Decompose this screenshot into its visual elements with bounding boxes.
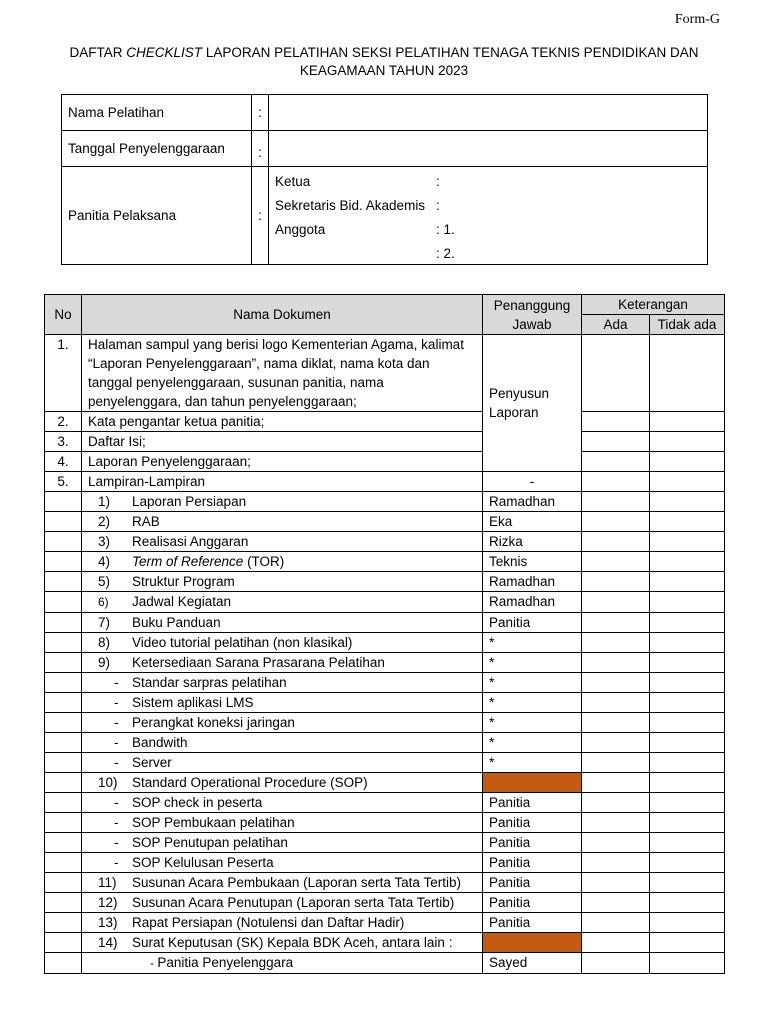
penanggung-jawab: Ramadhan — [483, 572, 582, 592]
check-tidak-ada[interactable] — [650, 335, 725, 412]
check-tidak-ada[interactable] — [650, 753, 725, 773]
document-name — [82, 633, 483, 653]
sub-text: Standar sarpras pelatihan — [132, 675, 287, 690]
check-tidak-ada[interactable] — [650, 833, 725, 853]
row-number — [45, 733, 82, 753]
row-number — [45, 833, 82, 853]
header-penanggung-jawab: Penanggung Jawab — [483, 295, 582, 335]
check-ada[interactable] — [582, 693, 650, 713]
sub-number: 7) — [98, 615, 111, 630]
check-ada[interactable] — [582, 893, 650, 913]
check-tidak-ada[interactable] — [650, 472, 725, 492]
sub-dash: - — [114, 735, 119, 750]
row-number — [45, 613, 82, 633]
penanggung-jawab: * — [483, 673, 582, 693]
check-tidak-ada[interactable] — [650, 492, 725, 512]
sub-number: 13) — [98, 915, 118, 930]
check-ada[interactable] — [582, 432, 650, 452]
sub-text: Jadwal Kegiatan — [132, 594, 232, 609]
document-name — [82, 873, 483, 893]
row-number: 5. — [45, 472, 82, 492]
document-name — [82, 853, 483, 873]
row-number — [45, 653, 82, 673]
row-number — [45, 753, 82, 773]
document-name — [82, 793, 483, 813]
sub-text: (TOR) — [243, 554, 285, 569]
document-name: Daftar Isi; — [82, 432, 483, 452]
sub-text: SOP Penutupan pelatihan — [132, 835, 288, 850]
document-name — [82, 933, 483, 953]
document-name — [82, 592, 483, 613]
check-tidak-ada[interactable] — [650, 653, 725, 673]
header-keterangan: Keterangan — [582, 295, 725, 315]
check-tidak-ada[interactable] — [650, 853, 725, 873]
check-tidak-ada[interactable] — [650, 873, 725, 893]
sub-text: Susunan Acara Pembukaan (Laporan serta Tata Tertib) — [132, 875, 461, 890]
sub-text: Video tutorial pelatihan (non klasikal) — [132, 635, 353, 650]
check-tidak-ada[interactable] — [650, 713, 725, 733]
header-tidak-ada: Tidak ada — [650, 315, 725, 335]
check-tidak-ada[interactable] — [650, 733, 725, 753]
form-code: Form-G — [674, 12, 720, 27]
document-name — [82, 913, 483, 933]
sub-text: SOP Kelulusan Peserta — [132, 855, 274, 870]
title-part1: DAFTAR — [69, 45, 127, 60]
sub-dash: - — [114, 675, 119, 690]
check-ada[interactable] — [582, 472, 650, 492]
sub-text: Struktur Program — [132, 574, 235, 589]
sub-dash: - — [150, 956, 158, 970]
ketua-colon: : — [436, 173, 440, 189]
document-name: Lampiran-Lampiran — [82, 472, 483, 492]
check-ada[interactable] — [582, 335, 650, 412]
document-name — [82, 512, 483, 532]
penanggung-jawab: Rizka — [483, 532, 582, 552]
check-ada[interactable] — [582, 873, 650, 893]
row-number — [45, 572, 82, 592]
document-name — [82, 653, 483, 673]
check-ada[interactable] — [582, 673, 650, 693]
sub-text: Rapat Persiapan (Notulensi dan Daftar Hadir) — [132, 915, 405, 930]
sub-text: Standard Operational Procedure (SOP) — [132, 775, 368, 790]
check-ada[interactable] — [582, 572, 650, 592]
sub-text-italic: Term of Reference — [132, 554, 244, 569]
sub-number: 8) — [98, 635, 111, 650]
sub-number: 1) — [98, 494, 111, 509]
check-ada[interactable] — [582, 532, 650, 552]
check-tidak-ada[interactable] — [650, 452, 725, 472]
sub-dash: - — [114, 755, 119, 770]
check-tidak-ada[interactable] — [650, 532, 725, 552]
check-ada[interactable] — [582, 713, 650, 733]
sekretaris-label: Sekretaris Bid. Akademis — [275, 197, 426, 213]
sub-text: Server — [132, 755, 172, 770]
sub-number: 9) — [98, 655, 111, 670]
sekretaris-colon: : — [436, 197, 440, 213]
penanggung-jawab: Sayed — [483, 953, 582, 974]
row-number — [45, 512, 82, 532]
document-name — [82, 733, 483, 753]
header-no: No — [45, 295, 82, 335]
sub-text: Sistem aplikasi LMS — [132, 695, 254, 710]
check-tidak-ada[interactable] — [650, 693, 725, 713]
ketua-label: Ketua — [275, 173, 311, 189]
sub-number: 14) — [98, 935, 118, 950]
row-number — [45, 633, 82, 653]
row-number — [45, 853, 82, 873]
document-name — [82, 893, 483, 913]
penanggung-jawab: Teknis — [483, 552, 582, 572]
header-nama-dokumen: Nama Dokumen — [82, 295, 483, 335]
check-tidak-ada[interactable] — [650, 592, 725, 613]
check-tidak-ada[interactable] — [650, 813, 725, 833]
penanggung-jawab: - — [483, 472, 582, 492]
sub-dash: - — [114, 795, 119, 810]
penanggung-jawab: Panitia — [483, 793, 582, 813]
label-panitia: Panitia Pelaksana — [62, 167, 252, 265]
check-tidak-ada[interactable] — [650, 412, 725, 432]
check-tidak-ada[interactable] — [650, 913, 725, 933]
sub-text: Ketersediaan Sarana Prasarana Pelatihan — [132, 655, 385, 670]
sub-number: 4) — [98, 554, 111, 569]
penanggung-jawab: Eka — [483, 512, 582, 532]
field-tanggal[interactable] — [269, 131, 708, 167]
sub-text: Panitia Penyelenggara — [157, 955, 294, 970]
check-ada[interactable] — [582, 913, 650, 933]
sub-number: 11) — [98, 875, 117, 890]
sub-dash: - — [114, 715, 119, 730]
document-title — [40, 44, 728, 80]
penanggung-jawab: Panitia — [483, 813, 582, 833]
sub-text: Laporan Persiapan — [132, 494, 247, 509]
title-part2: LAPORAN PELATIHAN SEKSI PELATIHAN TENAGA TEKNIS PENDIDIKAN DAN — [202, 45, 699, 60]
colon: : — [252, 167, 269, 265]
sub-text: Perangkat koneksi jaringan — [132, 715, 295, 730]
sub-text: SOP check in peserta — [132, 795, 263, 810]
check-tidak-ada[interactable] — [650, 512, 725, 532]
sub-number: 2) — [98, 514, 111, 529]
check-ada[interactable] — [582, 512, 650, 532]
document-name — [82, 953, 483, 974]
row-number — [45, 893, 82, 913]
sub-text: Buku Panduan — [132, 615, 221, 630]
label-tanggal: Tanggal Penyelenggaraan — [62, 131, 252, 167]
sub-dash: - — [114, 815, 119, 830]
document-name: Halaman sampul yang berisi logo Kementerian Agama, kalimat “Laporan Penyelenggaraan”, nama diklat, nama kota dan tanggal penyelenggaraan, susunan panitia, nama penyelenggara, dan tahun penyelenggaraan; — [82, 335, 483, 412]
colon: : — [252, 95, 269, 131]
sub-text: RAB — [132, 514, 160, 529]
check-ada[interactable] — [582, 492, 650, 512]
check-ada[interactable] — [582, 853, 650, 873]
row-number — [45, 793, 82, 813]
check-ada[interactable] — [582, 793, 650, 813]
sub-number: 6) — [98, 595, 109, 609]
row-number — [45, 492, 82, 512]
sub-dash: - — [114, 695, 119, 710]
row-number — [45, 953, 82, 974]
sub-text: Realisasi Anggaran — [132, 534, 249, 549]
check-tidak-ada[interactable] — [650, 633, 725, 653]
sub-number: 3) — [98, 534, 111, 549]
header-ada: Ada — [582, 315, 650, 335]
title-italic-word: CHECKLIST — [126, 45, 203, 60]
document-name: Kata pengantar ketua panitia; — [82, 412, 483, 432]
check-tidak-ada[interactable] — [650, 572, 725, 592]
document-name — [82, 552, 483, 572]
document-name — [82, 833, 483, 853]
row-number — [45, 693, 82, 713]
check-ada[interactable] — [582, 552, 650, 572]
field-nama-pelatihan[interactable] — [269, 95, 708, 131]
row-number — [45, 552, 82, 572]
document-name: Laporan Penyelenggaraan; — [82, 452, 483, 472]
row-number: 2. — [45, 412, 82, 432]
penanggung-jawab: Panitia — [483, 913, 582, 933]
anggota-label: Anggota — [275, 221, 326, 237]
row-number — [45, 592, 82, 613]
check-tidak-ada[interactable] — [650, 432, 725, 452]
row-number — [45, 673, 82, 693]
check-tidak-ada[interactable] — [650, 773, 725, 793]
penanggung-jawab: Panitia — [483, 853, 582, 873]
check-tidak-ada[interactable] — [650, 953, 725, 974]
penanggung-jawab: Ramadhan — [483, 492, 582, 512]
document-name — [82, 492, 483, 512]
row-number — [45, 873, 82, 893]
training-info-table — [61, 94, 708, 265]
check-ada[interactable] — [582, 592, 650, 613]
checklist-table — [44, 294, 725, 974]
check-ada[interactable] — [582, 733, 650, 753]
anggota-1: : 1. — [436, 221, 455, 237]
penanggung-jawab: Penyusun Laporan — [483, 335, 582, 472]
field-panitia[interactable] — [269, 167, 708, 265]
penanggung-jawab: Panitia — [483, 613, 582, 633]
check-ada[interactable] — [582, 833, 650, 853]
check-tidak-ada[interactable] — [650, 893, 725, 913]
sub-text: Bandwith — [132, 735, 188, 750]
sub-text: Susunan Acara Penutupan (Laporan serta Tata Tertib) — [132, 895, 455, 910]
penanggung-jawab: * — [483, 713, 582, 733]
check-ada[interactable] — [582, 613, 650, 633]
anggota-2: : 2. — [436, 245, 455, 261]
penanggung-jawab: Panitia — [483, 893, 582, 913]
penanggung-jawab: * — [483, 753, 582, 773]
check-tidak-ada[interactable] — [650, 673, 725, 693]
sub-number: 5) — [98, 574, 111, 589]
document-name — [82, 673, 483, 693]
label-nama-pelatihan: Nama Pelatihan — [62, 95, 252, 131]
document-name — [82, 693, 483, 713]
penanggung-jawab-highlight — [483, 933, 582, 953]
check-tidak-ada[interactable] — [650, 613, 725, 633]
penanggung-jawab: Panitia — [483, 873, 582, 893]
check-ada[interactable] — [582, 773, 650, 793]
check-ada[interactable] — [582, 753, 650, 773]
row-number — [45, 532, 82, 552]
penanggung-jawab-highlight — [483, 773, 582, 793]
sub-text: SOP Pembukaan pelatihan — [132, 815, 295, 830]
penanggung-jawab: * — [483, 733, 582, 753]
check-tidak-ada[interactable] — [650, 793, 725, 813]
check-tidak-ada[interactable] — [650, 552, 725, 572]
row-number: 1. — [45, 335, 82, 412]
document-name — [82, 753, 483, 773]
check-ada[interactable] — [582, 813, 650, 833]
penanggung-jawab: * — [483, 653, 582, 673]
document-name — [82, 613, 483, 633]
row-number — [45, 713, 82, 733]
row-number: 4. — [45, 452, 82, 472]
document-name — [82, 773, 483, 793]
penanggung-jawab: Ramadhan — [483, 592, 582, 613]
check-ada[interactable] — [582, 452, 650, 472]
penanggung-jawab: Panitia — [483, 833, 582, 853]
check-ada[interactable] — [582, 633, 650, 653]
check-ada[interactable] — [582, 653, 650, 673]
check-tidak-ada[interactable] — [650, 933, 725, 953]
colon: : — [252, 131, 269, 167]
document-name — [82, 572, 483, 592]
sub-text: Surat Keputusan (SK) Kepala BDK Aceh, antara lain : — [132, 935, 453, 950]
sub-dash: - — [114, 835, 119, 850]
check-ada[interactable] — [582, 412, 650, 432]
row-number — [45, 913, 82, 933]
row-number — [45, 813, 82, 833]
row-number — [45, 933, 82, 953]
check-ada[interactable] — [582, 933, 650, 953]
document-name — [82, 532, 483, 552]
row-number — [45, 773, 82, 793]
sub-number: 10) — [98, 775, 118, 790]
sub-number: 12) — [98, 895, 118, 910]
title-line2: KEAGAMAAN TAHUN 2023 — [299, 63, 469, 78]
penanggung-jawab: * — [483, 633, 582, 653]
sub-dash: - — [114, 855, 119, 870]
document-name — [82, 813, 483, 833]
document-name — [82, 713, 483, 733]
check-ada[interactable] — [582, 953, 650, 974]
row-number: 3. — [45, 432, 82, 452]
penanggung-jawab: * — [483, 693, 582, 713]
